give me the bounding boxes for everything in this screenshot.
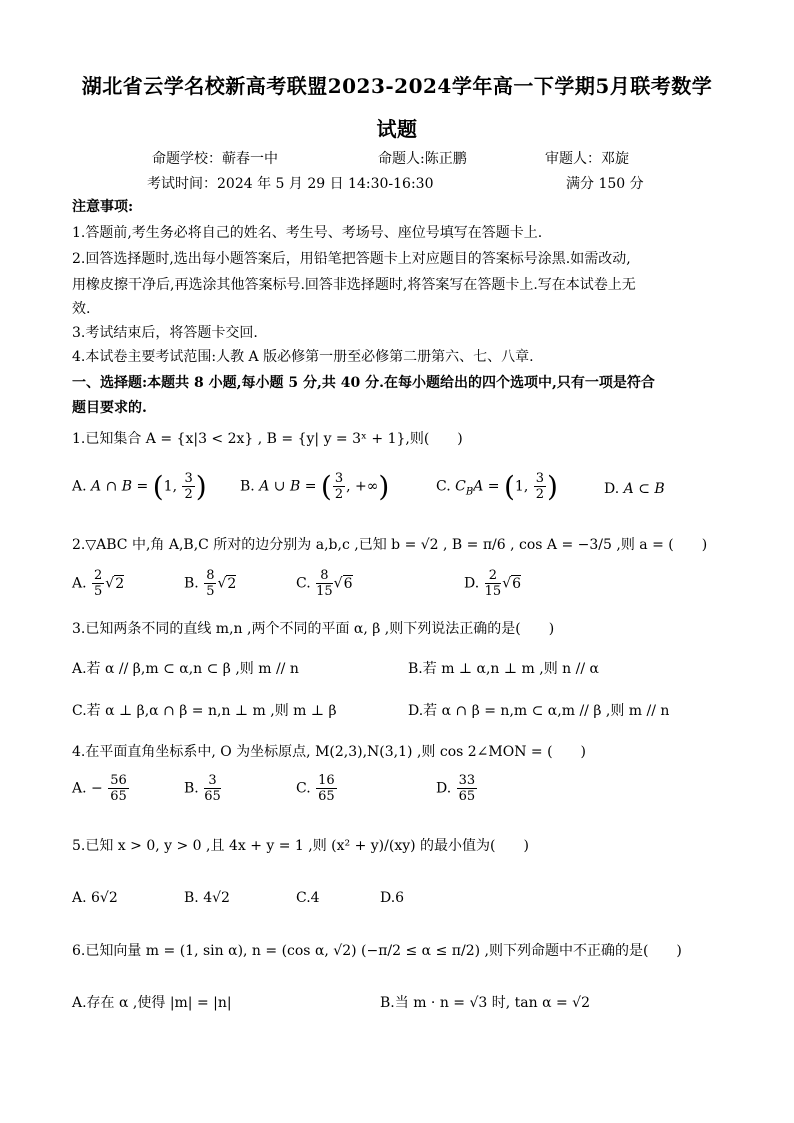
question-4-option-a: A. − $\frac{56}{65}$ bbox=[72, 773, 127, 804]
question-2-stem: 2.▽ABC 中,角 A,B,C 所对的边分别为 a,b,c ,已知 b = √2 , B = π/6 , cos A = −3/5 ,则 a = ( ) bbox=[72, 537, 708, 553]
question-4-stem: 4.在平面直角坐标系中, O 为坐标原点, M(2,3),N(3,1) ,则 cos 2∠MON = ( ) bbox=[72, 744, 587, 760]
question-4-option-b: B. $\frac{3}{65}$ bbox=[184, 773, 221, 804]
section-heading: 一、选择题:本题共 8 小题,每小题 5 分,共 40 分.在每小题给出的四个选项中,只有一项是符合 bbox=[72, 375, 655, 391]
note-item: 2.回答选择题时,选出每小题答案后，用铅笔把答题卡上对应题目的答案标号涂黑.如需改动, bbox=[72, 251, 631, 267]
question-3-option-d: D.若 α ∩ β = n,m ⊂ α,m // β ,则 m // n bbox=[408, 703, 670, 719]
exam-title-continued: 试题 bbox=[376, 117, 418, 141]
question-3-stem: 3.已知两条不同的直线 m,n ,两个不同的平面 α, β ,则下列说法正确的是( ) bbox=[72, 621, 555, 637]
question-3-option-b: B.若 m ⊥ α,n ⊥ m ,则 n // α bbox=[408, 661, 599, 677]
question-1-option-a: A. A ∩ B = (1, $\frac{3}{2}$ ) bbox=[72, 470, 207, 503]
question-2-option-c: C. $\frac{8}{15}$ √6 bbox=[296, 568, 353, 599]
question-5-option-d: D.6 bbox=[380, 890, 405, 906]
question-5-option-c: C.4 bbox=[296, 890, 320, 906]
notes-heading: 注意事项: bbox=[72, 199, 134, 215]
author-label: 命题人:陈正鹏 bbox=[378, 151, 467, 167]
note-item: 3.考试结束后，将答题卡交回. bbox=[72, 325, 258, 341]
note-item: 4.本试卷主要考试范围:人教 A 版必修第一册至必修第二册第六、七、八章. bbox=[72, 349, 534, 365]
question-6-option-a: A.存在 α ,使得 |m| = |n| bbox=[72, 995, 232, 1011]
exam-title: 湖北省云学名校新高考联盟2023-2024学年高一下学期5月联考数学 bbox=[81, 74, 713, 98]
question-1-option-b: B. A ∪ B = ( $\frac{3}{2}$ , +∞) bbox=[240, 470, 390, 503]
question-5-option-a: A. 6√2 bbox=[72, 890, 118, 906]
question-2-option-d: D. $\frac{2}{15}$ √6 bbox=[464, 568, 522, 599]
reviewer-label: 审题人：邓旋 bbox=[545, 151, 629, 167]
question-2-option-b: B. $\frac{8}{5}$ √2 bbox=[184, 568, 237, 599]
question-4-option-d: D. $\frac{33}{65}$ bbox=[436, 773, 476, 804]
question-2-option-a: A. $\frac{2}{5}$ √2 bbox=[72, 568, 125, 599]
question-1-option-c: C. $C_BA = (1$, $\frac{3}{2}$ ) bbox=[436, 470, 558, 503]
question-5-stem: 5.已知 x > 0, y > 0 ,且 4x + y = 1 ,则 (x² + y)/(xy) 的最小值为( ) bbox=[72, 838, 529, 854]
question-3-option-c: C.若 α ⊥ β,α ∩ β = n,n ⊥ m ,则 m ⊥ β bbox=[72, 703, 337, 719]
school-label: 命题学校：蕲春一中 bbox=[152, 151, 278, 167]
question-3-option-a: A.若 α // β,m ⊂ α,n ⊂ β ,则 m // n bbox=[72, 661, 299, 677]
question-6-option-b: B.当 m · n = √3 时, tan α = √2 bbox=[380, 995, 590, 1011]
question-5-option-b: B. 4√2 bbox=[184, 890, 230, 906]
question-6-stem: 6.已知向量 m = (1, sin α), n = (cos α, √2) (−π/2 ≤ α ≤ π/2) ,则下列命题中不正确的是( ) bbox=[72, 943, 682, 959]
full-score-label: 满分 150 分 bbox=[566, 176, 644, 192]
note-item: 用橡皮擦干净后,再选涂其他答案标号.回答非选择题时,将答案写在答题卡上.写在本试卷上无 bbox=[72, 277, 636, 293]
question-1-option-d: D. A ⊂ B bbox=[604, 481, 665, 497]
question-4-option-c: C. $\frac{16}{65}$ bbox=[296, 773, 335, 804]
section-heading-continued: 题目要求的. bbox=[72, 400, 147, 416]
note-item: 效. bbox=[72, 301, 91, 317]
note-item: 1.答题前,考生务必将自己的姓名、考生号、考场号、座位号填写在答题卡上. bbox=[72, 225, 543, 241]
exam-time-label: 考试时间：2024 年 5 月 29 日 14:30-16:30 bbox=[147, 176, 434, 192]
question-1-stem: 1.已知集合 A = {x|3 < 2x} , B = {y| y = 3ˣ + 1},则( ) bbox=[72, 431, 463, 447]
